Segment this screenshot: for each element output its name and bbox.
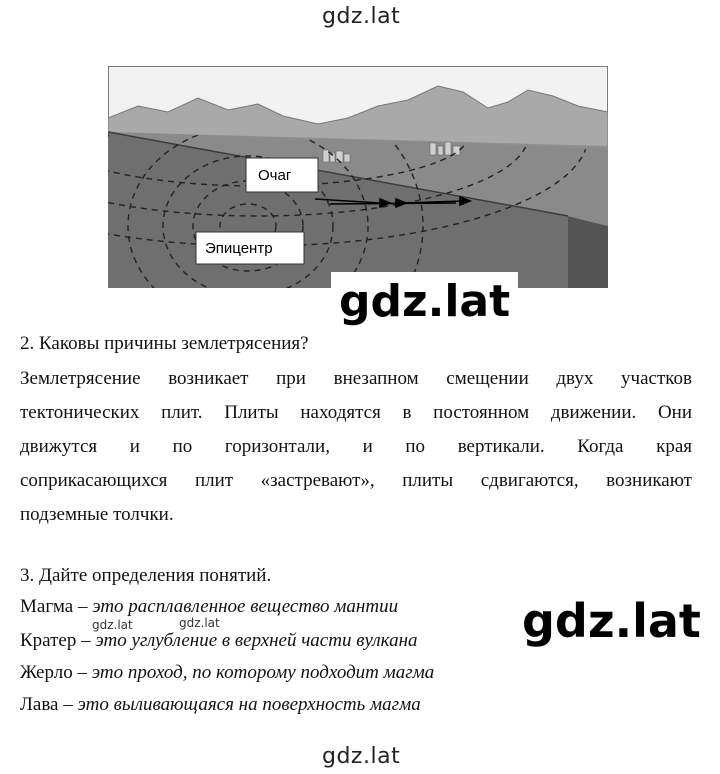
answer-line: движутся и по горизонтали, и по вертикали. Когда края bbox=[20, 436, 692, 457]
definition-meaning: это проход, по которому подходит магма bbox=[91, 662, 435, 683]
definition-dash: – bbox=[58, 694, 78, 715]
watermark-big: gdz.lat bbox=[518, 590, 705, 652]
epicenter-label: Эпицентр bbox=[205, 240, 273, 257]
earthquake-diagram bbox=[108, 66, 608, 288]
watermark-small: gdz.lat bbox=[179, 616, 220, 630]
watermark-big: gdz.lat bbox=[331, 272, 518, 332]
definition-dash: – bbox=[76, 630, 96, 651]
definition-lava bbox=[20, 690, 421, 720]
answer-line: Землетрясение возникает при внезапном смещении двух участков bbox=[20, 368, 692, 389]
definition-crater bbox=[20, 626, 418, 656]
question-3-title: 3. Дайте определения понятий. bbox=[20, 565, 272, 586]
question-2-title: 2. Каковы причины землетрясения? bbox=[20, 333, 309, 354]
focus-label: Очаг bbox=[258, 167, 292, 184]
definition-meaning: это выливающаяся на поверхность магма bbox=[77, 694, 421, 715]
definition-term: Кратер bbox=[20, 630, 77, 651]
definition-term: Лава bbox=[20, 694, 59, 715]
definition-term: Магма bbox=[20, 596, 74, 617]
answer-line: тектонических плит. Плиты находятся в постоянном движении. Они bbox=[20, 402, 692, 423]
question-2-answer bbox=[20, 362, 692, 532]
definition-dash: – bbox=[73, 596, 93, 617]
definition-dash: – bbox=[72, 662, 92, 683]
answer-line: соприкасающихся плит «застревают», плиты сдвигаются, возникают bbox=[20, 470, 692, 491]
watermark-small: gdz.lat bbox=[92, 618, 133, 632]
definition-vent bbox=[20, 658, 434, 688]
watermark-top: gdz.lat bbox=[322, 4, 401, 29]
definition-meaning: это углубление в верхней части вулкана bbox=[95, 630, 418, 651]
block-side bbox=[568, 216, 608, 288]
answer-line: подземные толчки. bbox=[20, 504, 174, 525]
watermark-bottom: gdz.lat bbox=[322, 744, 401, 769]
definition-term: Жерло bbox=[20, 662, 73, 683]
definition-meaning: это расплавленное вещество мантии bbox=[92, 596, 399, 617]
